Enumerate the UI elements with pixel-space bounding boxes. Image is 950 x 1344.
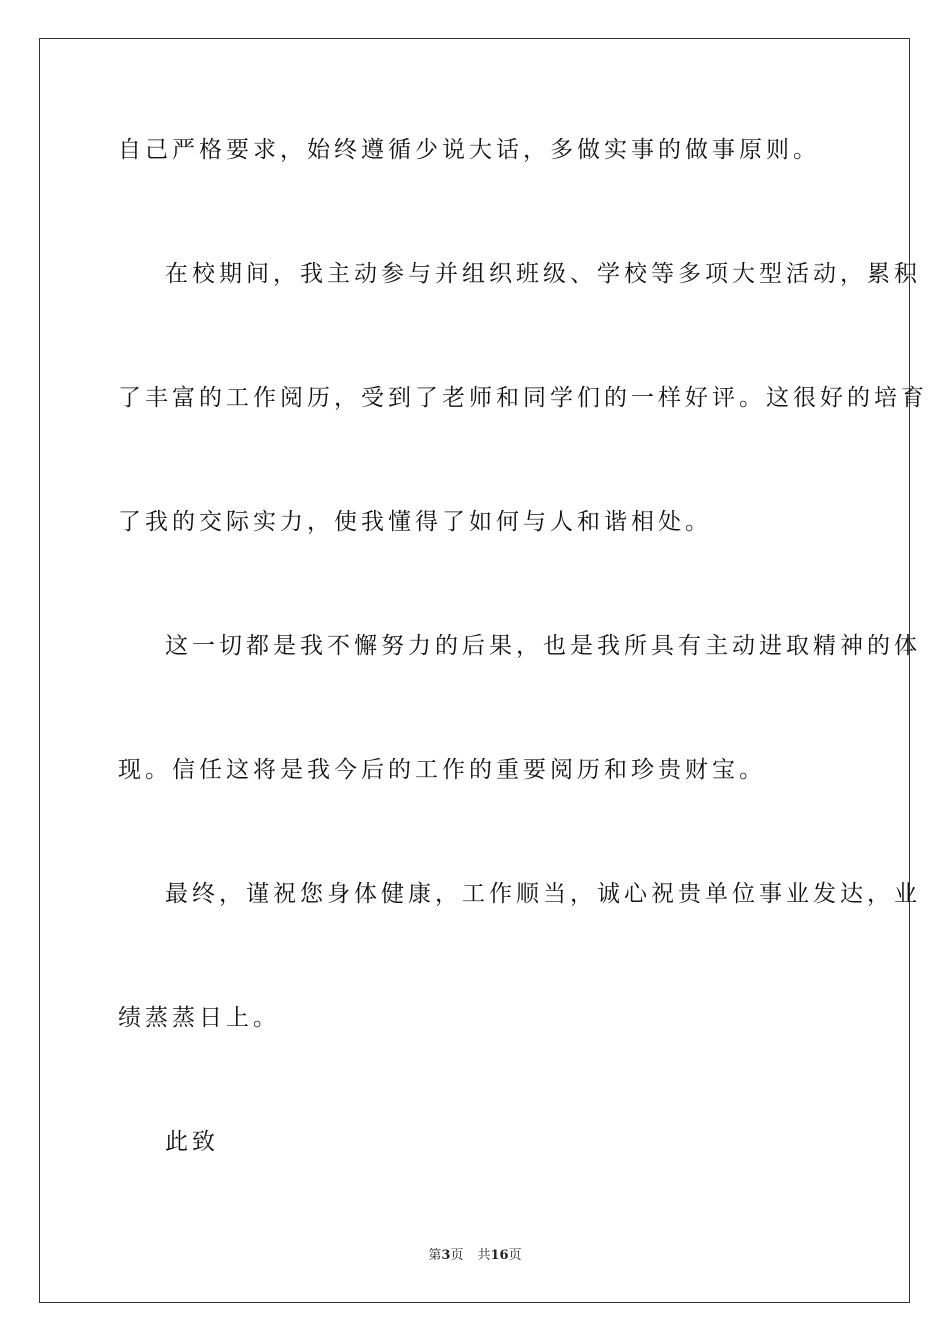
page-suffix: 页 bbox=[450, 1248, 464, 1263]
body-line-3: 了丰富的工作阅历，受到了老师和同学们的一样好评。这很好的培育 bbox=[118, 385, 928, 411]
body-line-2: 在校期间，我主动参与并组织班级、学校等多项大型活动，累积 bbox=[165, 261, 921, 287]
total-pages: 16 bbox=[490, 1248, 509, 1263]
page-prefix: 第 bbox=[428, 1248, 442, 1263]
body-line-8: 绩蒸蒸日上。 bbox=[118, 1005, 280, 1031]
page-border bbox=[39, 38, 910, 1303]
total-prefix: 共 bbox=[477, 1248, 491, 1263]
page-number: 3 bbox=[441, 1248, 451, 1263]
total-suffix: 页 bbox=[508, 1248, 522, 1263]
body-line-7: 最终，谨祝您身体健康，工作顺当，诚心祝贵单位事业发达，业 bbox=[165, 881, 921, 907]
page-footer bbox=[0, 1247, 950, 1265]
body-line-5: 这一切都是我不懈努力的后果，也是我所具有主动进取精神的体 bbox=[165, 633, 921, 659]
closing-salutation: 此致 bbox=[165, 1129, 219, 1155]
body-line-4: 了我的交际实力，使我懂得了如何与人和谐相处。 bbox=[118, 509, 712, 535]
body-line-1: 自己严格要求，始终遵循少说大话，多做实事的做事原则。 bbox=[118, 137, 820, 163]
body-line-6: 现。信任这将是我今后的工作的重要阅历和珍贵财宝。 bbox=[118, 757, 766, 783]
